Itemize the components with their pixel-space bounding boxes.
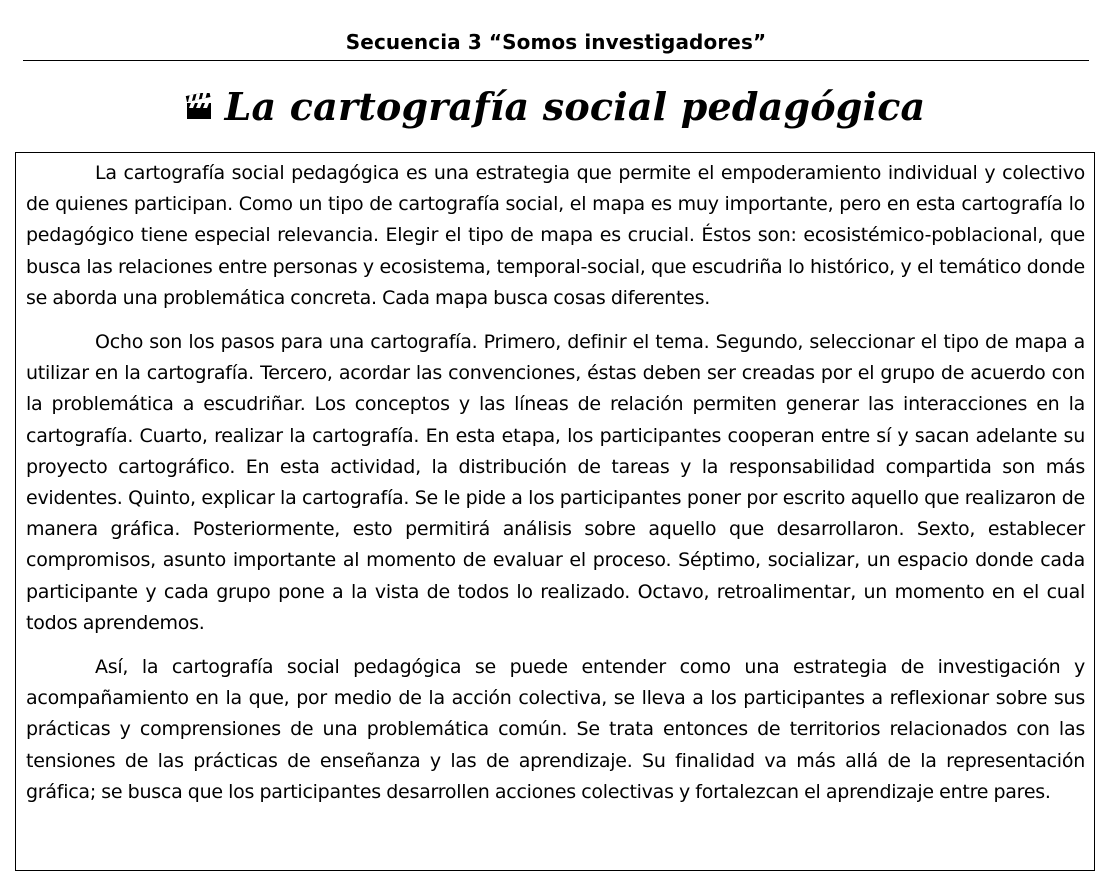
paragraph-intro: La cartografía social pedagógica es una estrategia que permite el empoderamiento individual y colectivo de quienes participan. Como un tipo de cartografía social, el mapa es muy importante, pero en esta cartografía lo pedagógico tiene especial relevancia. Elegir el tipo de mapa es crucial. Éstos son: ecosistémico-poblacional, que busca las relaciones entre personas y ecosistema, temporal-social, que escudriña lo histórico, y el temático donde se aborda una problemática concreta. Cada mapa busca cosas diferentes. — [26, 162, 1085, 309]
content-box — [15, 152, 1095, 871]
title-row — [0, 78, 1110, 134]
document-header — [23, 24, 1089, 61]
clapperboard-icon — [185, 93, 213, 121]
sequence-title: Secuencia 3 “Somos investigadores” — [345, 30, 767, 54]
paragraph-steps: Ocho son los pasos para una cartografía. Primero, definir el tema. Segundo, seleccionar el tipo de mapa a utilizar en la cartografía. Tercero, acordar las convenciones, éstas deben ser creadas por el grupo de acuerdo con la problemática a escudriñar. Los conceptos y las líneas de relación permiten generar las interacciones en la cartografía. Cuarto, realizar la cartografía. En esta etapa, los participantes cooperan entre sí y sacan adelante su proyecto cartográfico. En esta actividad, la distribución de tareas y la responsabilidad compartida son más evidentes. Quinto, explicar la cartografía. Se le pide a los participantes poner por escrito aquello que realizaron de manera gráfica. Posteriormente, esto permitirá análisis sobre aquello que desarrollaron. Sexto, establecer compromisos, asunto importante al momento de evaluar el proceso. Séptimo, socializar, un espacio donde cada participante y cada grupo pone a la vista de todos lo realizado. Octavo, retroalimentar, un momento en el cual todos aprendemos. — [26, 331, 1085, 634]
paragraph-conclusion: Así, la cartografía social pedagógica se puede entender como una estrategia de investigación y acompañamiento en la que, por medio de la acción colectiva, se lleva a los participantes a reflexionar sobre sus prácticas y comprensiones de una problemática común. Se trata entonces de territorios relacionados con las tensiones de las prácticas de enseñanza y las de aprendizaje. Su finalidad va más allá de la representación gráfica; se busca que los participantes desarrollen acciones colectivas y fortalezcan el aprendizaje entre pares. — [26, 656, 1085, 803]
page-title: La cartografía social pedagógica — [224, 83, 926, 129]
